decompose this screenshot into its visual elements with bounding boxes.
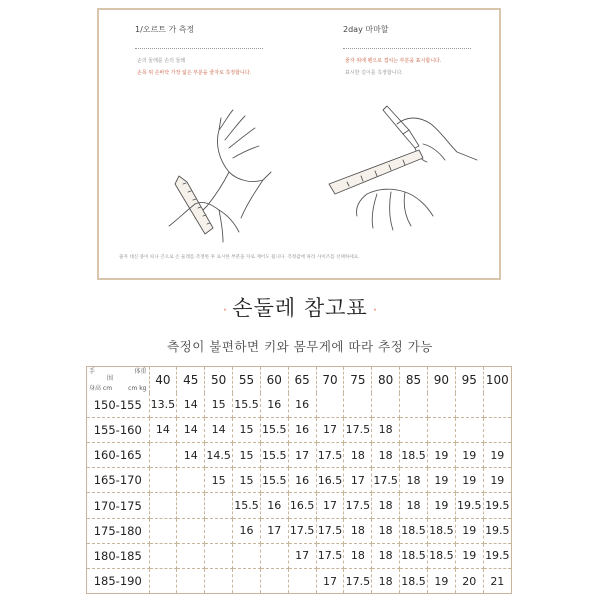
hand-size-cell: 17.5 bbox=[316, 543, 344, 568]
hand-size-cell: 18 bbox=[344, 443, 372, 468]
hand-size-cell: 15.5 bbox=[233, 393, 261, 417]
hand-marking-illustration bbox=[327, 96, 487, 246]
hand-size-cell: 17 bbox=[288, 443, 316, 468]
hand-size-cell: 16 bbox=[288, 393, 316, 417]
hand-size-cell: 17 bbox=[316, 569, 344, 593]
hand-size-cell bbox=[205, 493, 233, 518]
hand-size-cell: 14 bbox=[205, 417, 233, 442]
hand-size-cell: 19 bbox=[483, 443, 511, 468]
hand-size-cell bbox=[400, 417, 428, 442]
hand-measure-illustration bbox=[159, 100, 309, 250]
weight-header-cell: 90 bbox=[427, 367, 455, 393]
weight-header-cell: 60 bbox=[260, 367, 288, 393]
table-row bbox=[87, 543, 511, 568]
hand-size-cell: 18 bbox=[372, 543, 400, 568]
hand-size-cell: 15.5 bbox=[260, 468, 288, 493]
hand-size-cell bbox=[344, 393, 372, 417]
hand-size-cell: 17 bbox=[260, 518, 288, 543]
hand-size-cell: 14 bbox=[177, 417, 205, 442]
hand-size-cell bbox=[427, 417, 455, 442]
hand-size-cell: 15.5 bbox=[260, 443, 288, 468]
hand-size-cell bbox=[400, 393, 428, 417]
hand-size-cell: 19 bbox=[455, 518, 483, 543]
hand-size-cell: 17.5 bbox=[344, 417, 372, 442]
hand-size-cell: 15 bbox=[205, 468, 233, 493]
hand-size-cell: 17 bbox=[344, 468, 372, 493]
hand-size-cell bbox=[483, 417, 511, 442]
step2-divider bbox=[343, 48, 471, 49]
hand-size-cell: 18.5 bbox=[400, 569, 428, 593]
step2-note-red: 줄자 위에 펜으로 겹치는 부분을 표시합니다. bbox=[345, 58, 442, 64]
hand-size-cell: 17 bbox=[316, 493, 344, 518]
hand-size-cell bbox=[177, 569, 205, 593]
hand-size-cell: 18.5 bbox=[427, 543, 455, 568]
hand-size-cell: 15 bbox=[233, 443, 261, 468]
hand-size-cell: 15.5 bbox=[260, 417, 288, 442]
weight-header-cell: 45 bbox=[177, 367, 205, 393]
hand-size-cell bbox=[316, 393, 344, 417]
measurement-guide-card bbox=[97, 8, 501, 280]
hand-size-cell bbox=[177, 493, 205, 518]
hand-size-cell: 19 bbox=[455, 468, 483, 493]
hand-size-cell: 17.5 bbox=[316, 443, 344, 468]
hand-size-cell: 18 bbox=[372, 518, 400, 543]
hand-size-cell bbox=[177, 518, 205, 543]
hand-size-cell bbox=[427, 393, 455, 417]
hand-size-cell: 19.5 bbox=[483, 543, 511, 568]
step2-title: 2day 마마할 bbox=[343, 25, 389, 34]
hand-size-cell: 14 bbox=[177, 393, 205, 417]
hand-size-cell: 19 bbox=[427, 468, 455, 493]
step2-note: 표시한 길이를 측정합니다. bbox=[345, 70, 403, 76]
hand-size-cell: 17.5 bbox=[344, 569, 372, 593]
height-range-cell: 150-155 bbox=[87, 393, 149, 417]
hand-size-cell: 14.5 bbox=[205, 443, 233, 468]
table-row bbox=[87, 417, 511, 442]
weight-header-cell: 80 bbox=[372, 367, 400, 393]
weight-header-cell: 100 bbox=[485, 373, 509, 387]
step1-divider bbox=[135, 48, 263, 49]
height-range-cell: 180-185 bbox=[87, 543, 149, 568]
hand-size-cell: 18 bbox=[400, 493, 428, 518]
hand-size-cell: 16 bbox=[260, 393, 288, 417]
hand-size-cell bbox=[260, 569, 288, 593]
hand-size-cell: 18 bbox=[400, 468, 428, 493]
hand-size-cell bbox=[260, 543, 288, 568]
title-dot-right: · bbox=[372, 302, 378, 319]
weight-header-cell: 65 bbox=[288, 367, 316, 393]
hand-size-cell: 16 bbox=[288, 417, 316, 442]
hand-size-cell bbox=[149, 493, 177, 518]
size-table bbox=[87, 367, 511, 593]
hand-size-cell: 18 bbox=[372, 493, 400, 518]
hand-size-cell: 19 bbox=[427, 443, 455, 468]
hand-size-cell: 17.5 bbox=[316, 518, 344, 543]
hand-size-cell: 19 bbox=[427, 569, 455, 593]
table-row bbox=[87, 569, 511, 593]
hand-size-cell bbox=[205, 518, 233, 543]
hand-size-cell bbox=[177, 543, 205, 568]
corner-top-right: 体重 bbox=[134, 368, 147, 375]
weight-header-cell: 75 bbox=[344, 367, 372, 393]
weight-header-cell: 55 bbox=[233, 367, 261, 393]
height-range-cell: 170-175 bbox=[87, 493, 149, 518]
hand-size-cell: 20 bbox=[455, 569, 483, 593]
table-row bbox=[87, 493, 511, 518]
hand-size-cell bbox=[455, 417, 483, 442]
height-range-cell: 175-180 bbox=[87, 518, 149, 543]
hand-size-cell: 17.5 bbox=[288, 518, 316, 543]
hand-size-cell: 13.5 bbox=[149, 393, 177, 417]
table-body bbox=[87, 393, 511, 593]
corner-mid-left: 围 bbox=[107, 375, 114, 382]
hand-size-cell: 16.5 bbox=[316, 468, 344, 493]
page-title bbox=[0, 292, 600, 322]
hand-size-cell: 19 bbox=[455, 543, 483, 568]
size-table-frame bbox=[86, 366, 512, 594]
height-range-cell: 155-160 bbox=[87, 417, 149, 442]
table-row bbox=[87, 393, 511, 417]
hand-size-cell bbox=[455, 393, 483, 417]
hand-size-cell bbox=[149, 518, 177, 543]
hand-size-cell: 18.5 bbox=[400, 543, 428, 568]
step1-title: 1/오르트 가 측정 bbox=[135, 25, 195, 34]
table-row bbox=[87, 468, 511, 493]
guide-caption: 줄자 대신 종이 띠나 끈으로 손 둘레를 측정한 후 표시한 부분을 자로 재어도 됩니다. 측정값에 따라 사이즈를 선택하세요. bbox=[119, 255, 360, 260]
hand-size-cell: 16 bbox=[233, 518, 261, 543]
hand-size-cell: 15 bbox=[233, 417, 261, 442]
hand-size-cell: 19 bbox=[483, 468, 511, 493]
weight-header-cell: 50 bbox=[205, 367, 233, 393]
hand-size-cell: 18.5 bbox=[400, 518, 428, 543]
hand-size-cell bbox=[149, 543, 177, 568]
table-row bbox=[87, 443, 511, 468]
table-corner-cell bbox=[87, 367, 149, 393]
table-row bbox=[87, 518, 511, 543]
hand-size-cell: 15 bbox=[205, 393, 233, 417]
table-header-row bbox=[87, 367, 511, 393]
hand-size-cell bbox=[205, 569, 233, 593]
hand-size-cell bbox=[233, 569, 261, 593]
hand-size-cell bbox=[483, 393, 511, 417]
height-range-cell: 165-170 bbox=[87, 468, 149, 493]
title-text: 손둘레 참고표 bbox=[232, 296, 368, 320]
hand-size-cell: 16 bbox=[260, 493, 288, 518]
weight-header-cell: 85 bbox=[400, 367, 428, 393]
hand-size-cell: 14 bbox=[149, 417, 177, 442]
weight-header-cell: 95 bbox=[455, 367, 483, 393]
hand-size-cell: 19.5 bbox=[455, 493, 483, 518]
weight-header-cell: 70 bbox=[316, 367, 344, 393]
hand-size-cell: 18 bbox=[344, 518, 372, 543]
height-range-cell: 160-165 bbox=[87, 443, 149, 468]
hand-size-cell: 17 bbox=[288, 543, 316, 568]
hand-size-cell bbox=[288, 569, 316, 593]
hand-size-cell: 16.5 bbox=[288, 493, 316, 518]
step1-subtitle: 손의 둘레를 손의 둘레 bbox=[137, 58, 186, 64]
hand-size-cell bbox=[205, 543, 233, 568]
hand-size-cell: 15.5 bbox=[233, 493, 261, 518]
corner-bottom-left: 身高 cm bbox=[89, 385, 113, 392]
hand-size-cell: 18.5 bbox=[427, 518, 455, 543]
page-subtitle: 측정이 불편하면 키와 몸무게에 따라 추정 가능 bbox=[167, 339, 433, 354]
corner-top-left: 手 bbox=[89, 368, 96, 375]
hand-size-cell: 18.5 bbox=[400, 443, 428, 468]
hand-size-cell: 18 bbox=[372, 569, 400, 593]
weight-header-cell: 40 bbox=[149, 367, 177, 393]
hand-size-cell: 21 bbox=[490, 574, 505, 588]
height-range-cell: 185-190 bbox=[87, 569, 149, 593]
hand-size-cell: 17.5 bbox=[344, 493, 372, 518]
hand-size-cell bbox=[372, 393, 400, 417]
hand-size-cell: 16 bbox=[288, 468, 316, 493]
hand-size-cell bbox=[177, 468, 205, 493]
hand-size-cell: 15 bbox=[233, 468, 261, 493]
hand-size-cell: 18 bbox=[372, 443, 400, 468]
title-dot-left: · bbox=[222, 302, 228, 319]
hand-size-cell: 19.5 bbox=[483, 518, 511, 543]
corner-mid-right: cm kg bbox=[128, 385, 147, 392]
hand-size-cell bbox=[149, 443, 177, 468]
hand-size-cell bbox=[149, 569, 177, 593]
hand-size-cell: 14 bbox=[177, 443, 205, 468]
hand-size-cell: 19 bbox=[455, 443, 483, 468]
hand-size-cell: 18 bbox=[372, 417, 400, 442]
hand-size-cell bbox=[149, 468, 177, 493]
step1-note: 손목 위 손바닥 가장 넓은 부분을 줄자로 측정합니다. bbox=[137, 70, 252, 76]
hand-size-cell bbox=[233, 543, 261, 568]
hand-size-cell: 18 bbox=[344, 543, 372, 568]
hand-size-cell: 17 bbox=[316, 417, 344, 442]
hand-size-cell: 17.5 bbox=[372, 468, 400, 493]
hand-size-cell: 19 bbox=[427, 493, 455, 518]
hand-size-cell: 19.5 bbox=[483, 493, 511, 518]
